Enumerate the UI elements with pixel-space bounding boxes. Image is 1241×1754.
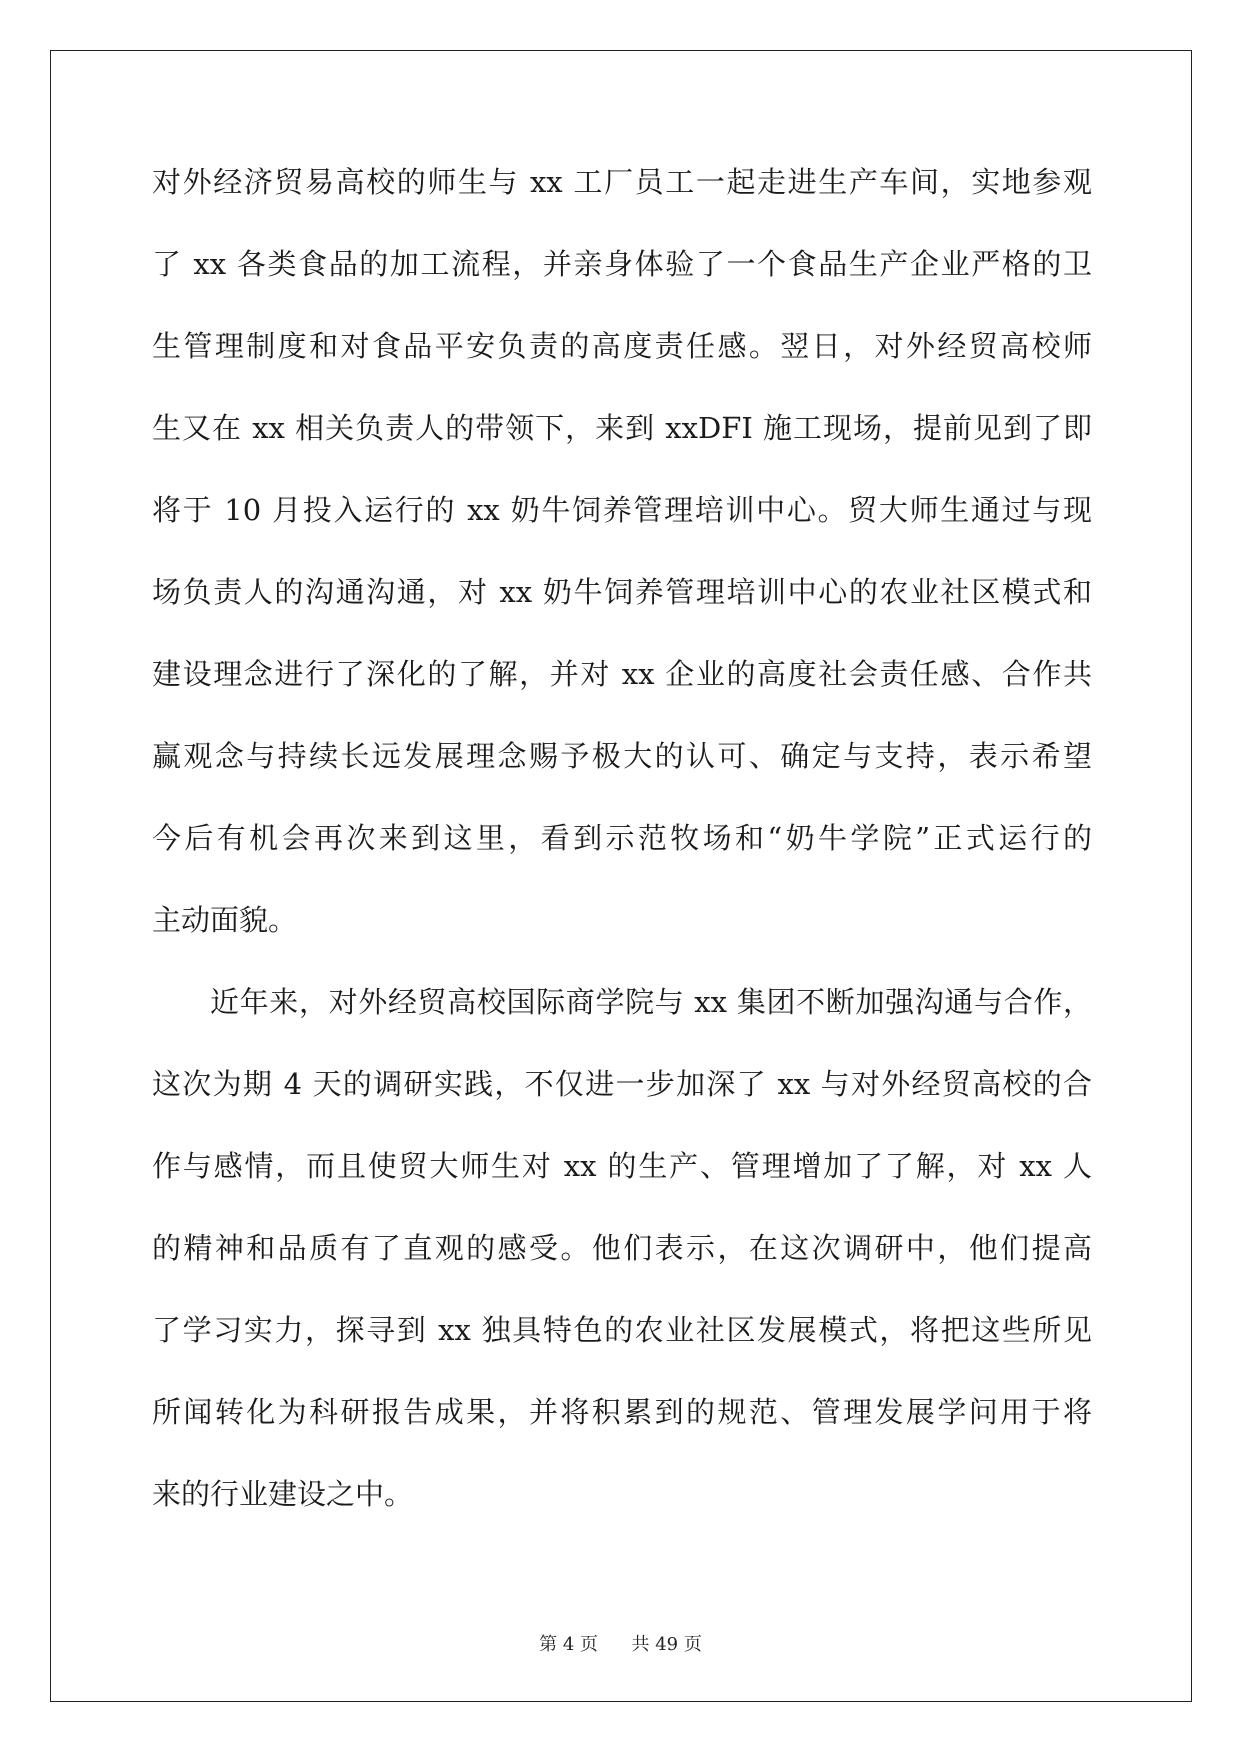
text-line-content: 作与感情，而且使贸大师生对 xx 的生产、管理增加了了解，对 xx 人	[152, 1149, 1092, 1183]
text-line	[152, 818, 1092, 900]
text-line-content: 生管理制度和对食品平安负责的高度责任感。翌日，对外经贸高校师	[152, 329, 1092, 363]
text-line	[152, 1474, 1092, 1556]
text-line-content: 来的行业建设之中。	[152, 1477, 414, 1511]
document-body	[152, 162, 1092, 1556]
text-line-content: 近年来，对外经贸高校国际商学院与 xx 集团不断加强沟通与合作，	[210, 985, 1092, 1019]
page-number: 第 4 页	[539, 1634, 599, 1655]
text-line	[152, 1228, 1092, 1310]
text-line	[152, 1392, 1092, 1474]
text-line-content: 主动面貌。	[152, 903, 298, 937]
text-line	[152, 408, 1092, 490]
text-line	[152, 900, 1092, 982]
text-line	[152, 1064, 1092, 1146]
text-line-content: 赢观念与持续长远发展理念赐予极大的认可、确定与支持，表示希望	[152, 739, 1092, 773]
text-line	[152, 244, 1092, 326]
text-line-content: 了 xx 各类食品的加工流程，并亲身体验了一个食品生产企业严格的卫	[152, 247, 1092, 281]
text-line-content: 所闻转化为科研报告成果，并将积累到的规范、管理发展学问用于将	[152, 1395, 1092, 1429]
text-line	[152, 326, 1092, 408]
text-line-content: 生又在 xx 相关负责人的带领下，来到 xxDFI 施工现场，提前见到了即	[152, 411, 1092, 445]
text-line	[152, 736, 1092, 818]
text-line-content: 今后有机会再次来到这里，看到示范牧场和“奶牛学院”正式运行的	[152, 821, 1092, 855]
text-line-content: 场负责人的沟通沟通，对 xx 奶牛饲养管理培训中心的农业社区模式和	[152, 575, 1092, 609]
text-line-content: 对外经济贸易高校的师生与 xx 工厂员工一起走进生产车间，实地参观	[152, 165, 1092, 199]
text-line-content: 这次为期 4 天的调研实践，不仅进一步加深了 xx 与对外经贸高校的合	[152, 1067, 1092, 1101]
text-line-content: 建设理念进行了深化的了解，并对 xx 企业的高度社会责任感、合作共	[152, 657, 1092, 691]
text-line	[152, 1146, 1092, 1228]
text-line	[152, 982, 1092, 1064]
text-line	[152, 1310, 1092, 1392]
text-line-content: 将于 10 月投入运行的 xx 奶牛饲养管理培训中心。贸大师生通过与现	[152, 493, 1092, 527]
page-footer	[0, 1630, 1241, 1656]
text-line-content: 了学习实力，探寻到 xx 独具特色的农业社区发展模式，将把这些所见	[152, 1313, 1092, 1347]
text-line	[152, 654, 1092, 736]
page-total: 共 49 页	[631, 1634, 702, 1655]
text-line	[152, 162, 1092, 244]
text-line	[152, 490, 1092, 572]
text-line	[152, 572, 1092, 654]
text-line-content: 的精神和品质有了直观的感受。他们表示，在这次调研中，他们提高	[152, 1231, 1092, 1265]
